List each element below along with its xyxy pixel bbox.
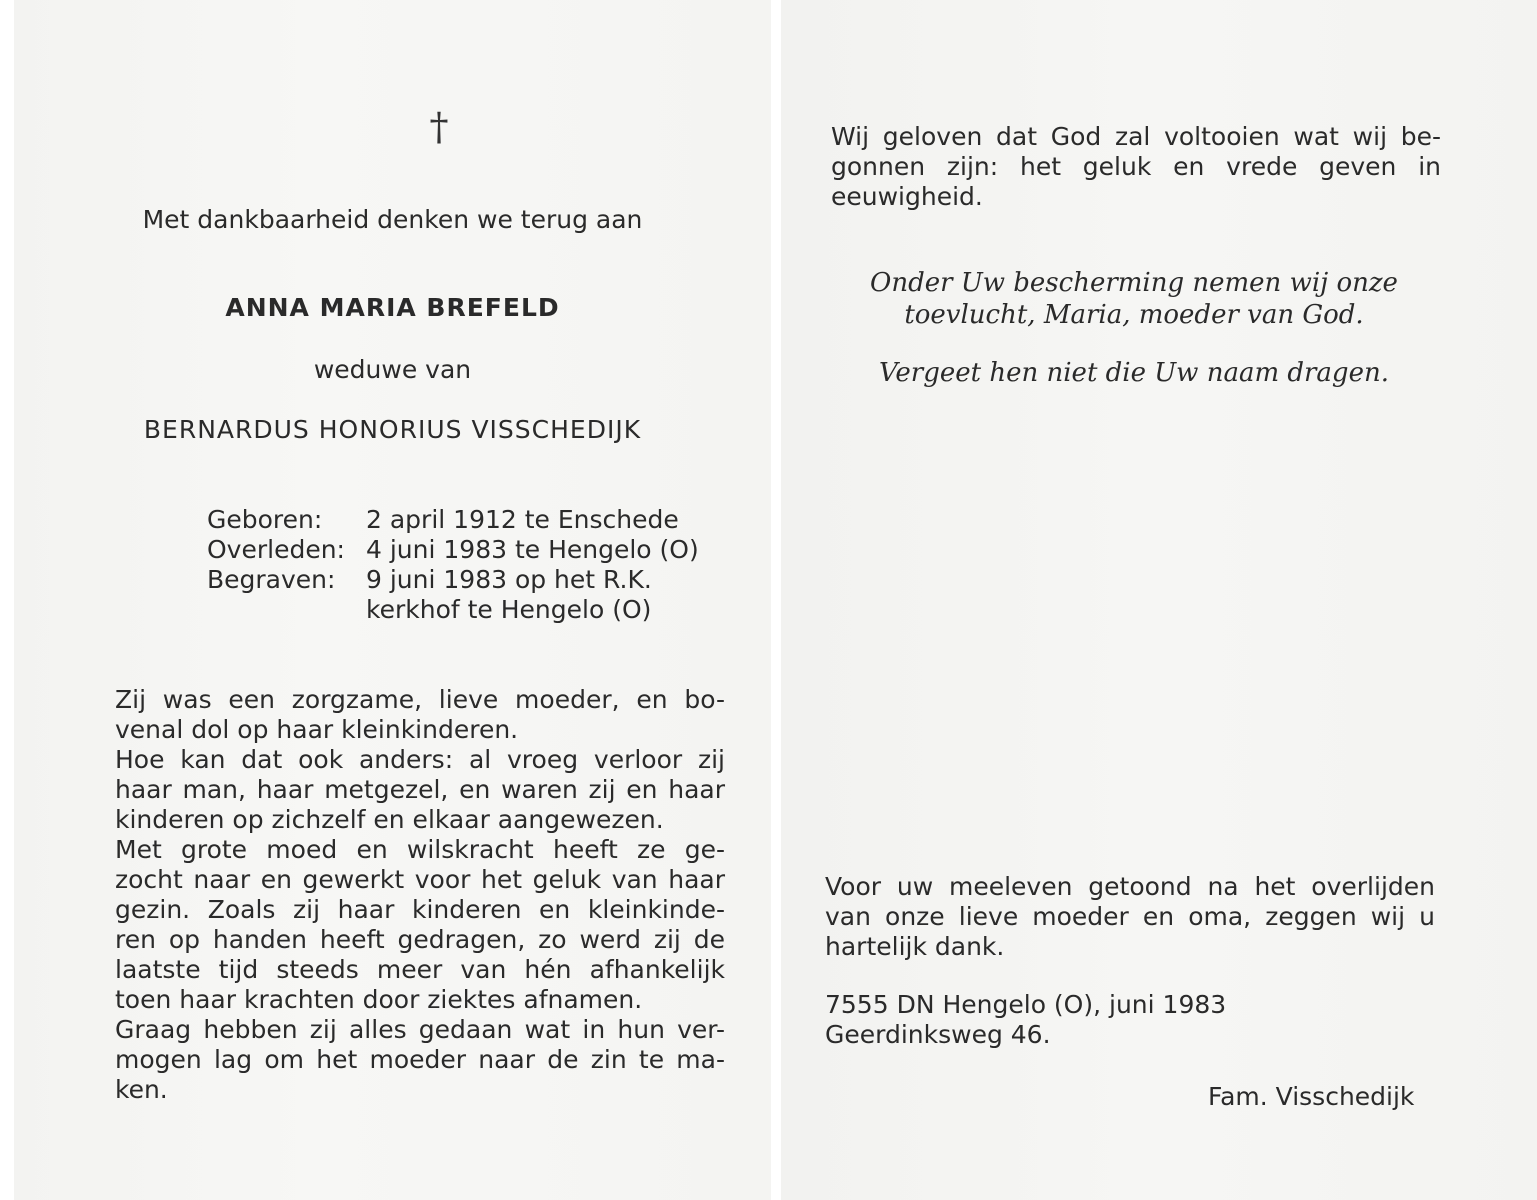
died-value: 4 juni 1983 te Hengelo (O): [366, 535, 699, 564]
tribute-line: kinderen op zichzelf en elkaar aangewezen.: [115, 805, 664, 834]
widow-of-text: weduwe van: [313, 355, 472, 384]
tribute-line: Hoe kan dat ook anders: al vroeg verloor zij: [115, 745, 725, 774]
thanks-paragraph: [825, 872, 1435, 962]
thanks-line: hartelijk dank.: [825, 932, 1005, 961]
address-line-1: 7555 DN Hengelo (O), juni 1983: [825, 990, 1227, 1019]
born-label: Geboren:: [207, 505, 323, 534]
thanks-line: van onze lieve moeder en oma, zeggen wij u: [825, 902, 1435, 931]
faith-paragraph: [831, 122, 1441, 212]
buried-label: Begraven:: [207, 565, 336, 594]
tribute-line: Graag hebben zij alles gedaan wat in hun ver-: [115, 1015, 725, 1044]
tribute-line: haar man, haar metgezel, en waren zij en haar: [115, 775, 725, 804]
buried-value: 9 juni 1983 op het R.K.: [366, 565, 652, 594]
prayer-line-2: toevlucht, Maria, moeder van God.: [904, 300, 1364, 330]
tribute-paragraph: [115, 685, 725, 1105]
tribute-line: venal dol op haar kleinkinderen.: [115, 715, 519, 744]
tribute-line: mogen lag om het moeder naar de zin te ma-: [115, 1045, 725, 1074]
tribute-line: ren op handen heeft gedragen, zo werd zij de: [115, 925, 725, 954]
tribute-line: gezin. Zoals zij haar kinderen en kleinkinde-: [115, 895, 725, 924]
tribute-line: ken.: [115, 1075, 168, 1104]
signature: Fam. Visschedijk: [1208, 1082, 1415, 1111]
right-page: [781, 0, 1537, 1200]
tribute-line: toen haar krachten door ziektes afnamen.: [115, 985, 643, 1014]
thanks-line: Voor uw meeleven getoond na het overlijden: [825, 872, 1435, 901]
left-page: [14, 0, 771, 1200]
faith-line: Wij geloven dat God zal voltooien wat wij be-: [831, 122, 1441, 151]
tribute-line: Met grote moed en wilskracht heeft ze ge-: [115, 835, 725, 864]
tribute-line: zocht naar en gewerkt voor het geluk van haar: [115, 865, 725, 894]
tribute-line: Zij was een zorgzame, lieve moeder, en bo-: [115, 685, 725, 714]
cross-icon: †: [429, 105, 449, 149]
husband-name: BERNARDUS HONORIUS VISSCHEDIJK: [143, 415, 642, 444]
faith-line: gonnen zijn: het geluk en vrede geven in: [831, 152, 1441, 181]
buried-value-cont: kerkhof te Hengelo (O): [366, 595, 652, 624]
page-divider: [771, 0, 781, 1200]
prayer-line-1: Onder Uw bescherming nemen wij onze: [870, 268, 1398, 298]
tribute-line: laatste tijd steeds meer van hén afhankelijk: [115, 955, 725, 984]
deceased-name: ANNA MARIA BREFELD: [225, 293, 560, 322]
born-value: 2 april 1912 te Enschede: [366, 505, 679, 534]
died-label: Overleden:: [207, 535, 345, 564]
intro-text: Met dankbaarheid denken we terug aan: [142, 205, 643, 234]
prayer-line-3: Vergeet hen niet die Uw naam dragen.: [879, 358, 1389, 388]
faith-line: eeuwigheid.: [831, 182, 983, 211]
address-line-2: Geerdinksweg 46.: [825, 1020, 1051, 1049]
